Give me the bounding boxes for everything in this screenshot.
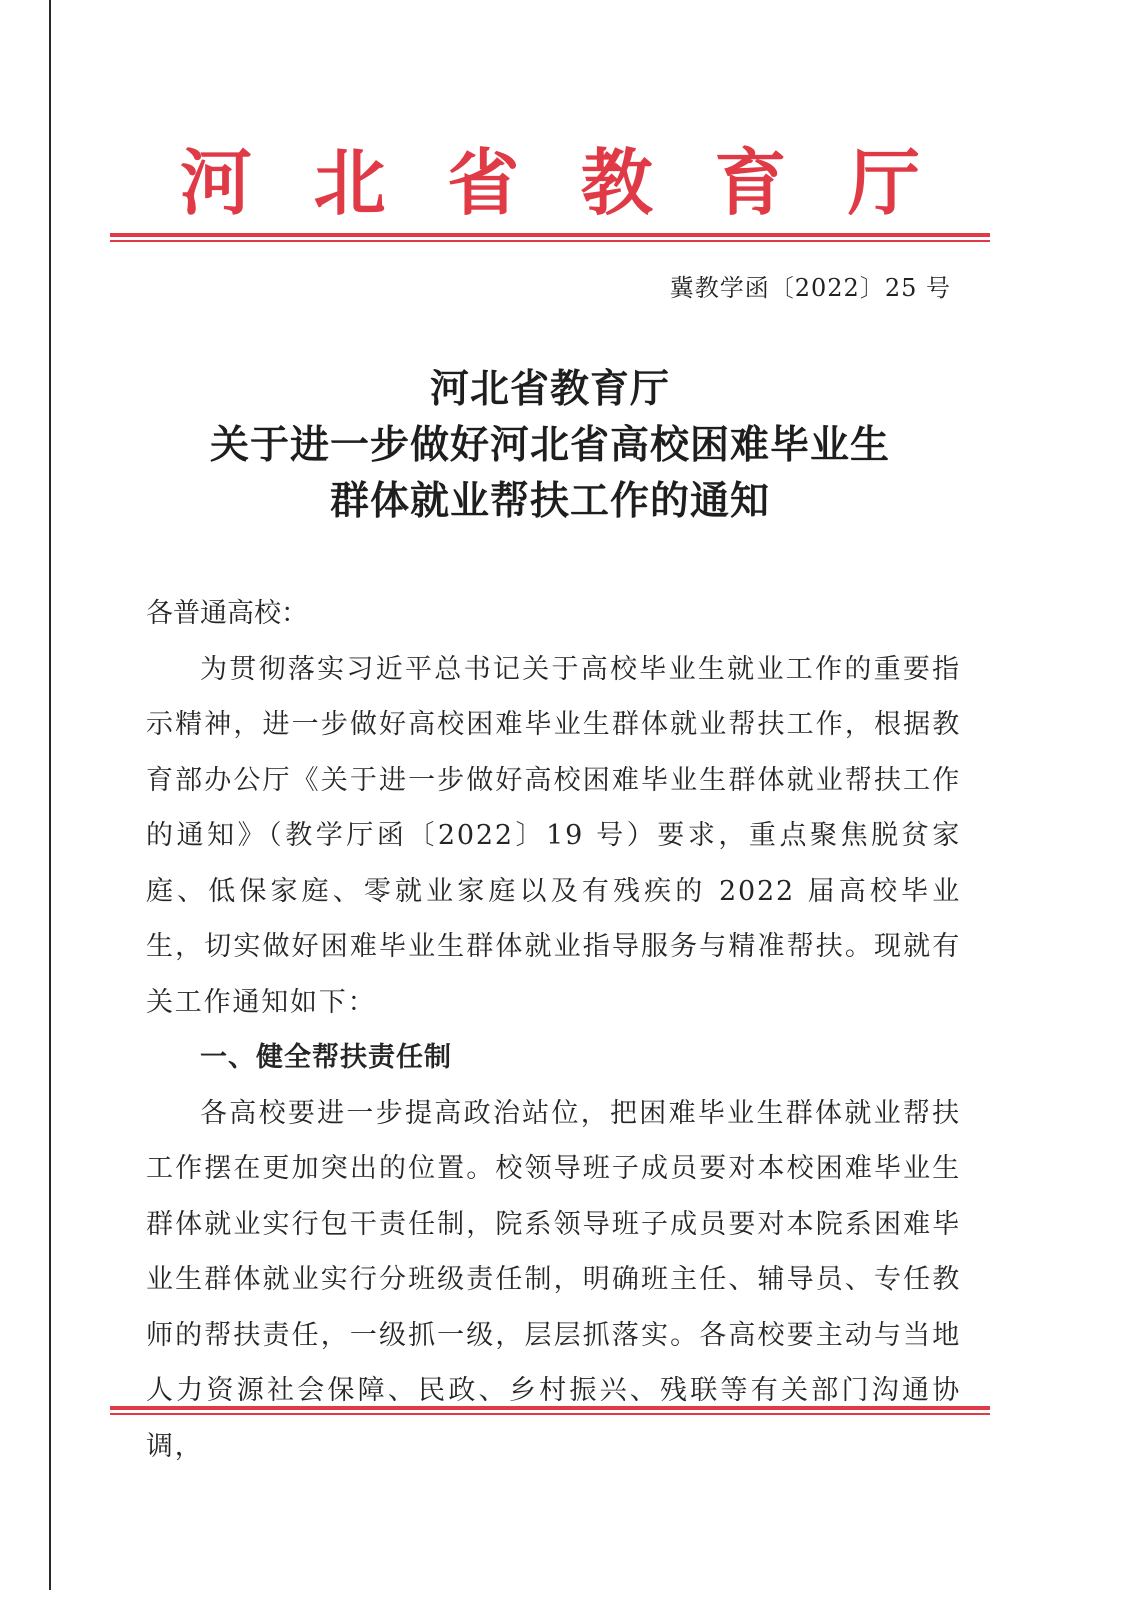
salutation: 各普通高校： [146, 598, 308, 629]
letterhead-char: 厅 [847, 141, 920, 225]
document-body [146, 586, 961, 1474]
title-line-1: 河北省教育厅 [429, 367, 670, 412]
letterhead-red-rule [110, 233, 990, 242]
document-title [110, 362, 990, 530]
title-line-2: 关于进一步做好河北省高校困难毕业生 [209, 423, 890, 468]
letterhead [110, 138, 990, 228]
section-paragraph: 各高校要进一步提高政治站位，把困难毕业生群体就业帮扶工作摆在更加突出的位置。校领导班子成员要对本校困难毕业生群体就业实行包干责任制，院系领导班子成员要对本院系困难毕业生群体就业实行分班级责任制，明确班主任、辅导员、专任教师的帮扶责任，一级抓一级，层层抓落实。各高校要主动与当地人力资源社会保障、民政、乡村振兴、残联等有关部门沟通协调， [146, 1097, 961, 1462]
footer-red-rule [110, 1406, 990, 1415]
letterhead-char: 河 [180, 141, 253, 225]
title-line-3: 群体就业帮扶工作的通知 [329, 479, 770, 524]
letterhead-char: 省 [447, 141, 520, 225]
section-heading: 一、健全帮扶责任制 [200, 1042, 452, 1073]
letterhead-char: 教 [580, 141, 653, 225]
letterhead-char: 育 [714, 141, 787, 225]
binding-line [49, 0, 51, 1590]
document-number: 冀教学函〔2022〕25 号 [669, 274, 951, 302]
intro-paragraph: 为贯彻落实习近平总书记关于高校毕业生就业工作的重要指示精神，进一步做好高校困难毕业生群体就业帮扶工作，根据教育部办公厅《关于进一步做好高校困难毕业生群体就业帮扶工作的通知》（教学厅函〔2022〕19 号）要求，重点聚焦脱贫家庭、低保家庭、零就业家庭以及有残疾的 2022 届高校毕业生，切实做好困难毕业生群体就业指导服务与精准帮扶。现就有关工作通知如下： [146, 653, 961, 1018]
letterhead-char: 北 [313, 141, 386, 225]
